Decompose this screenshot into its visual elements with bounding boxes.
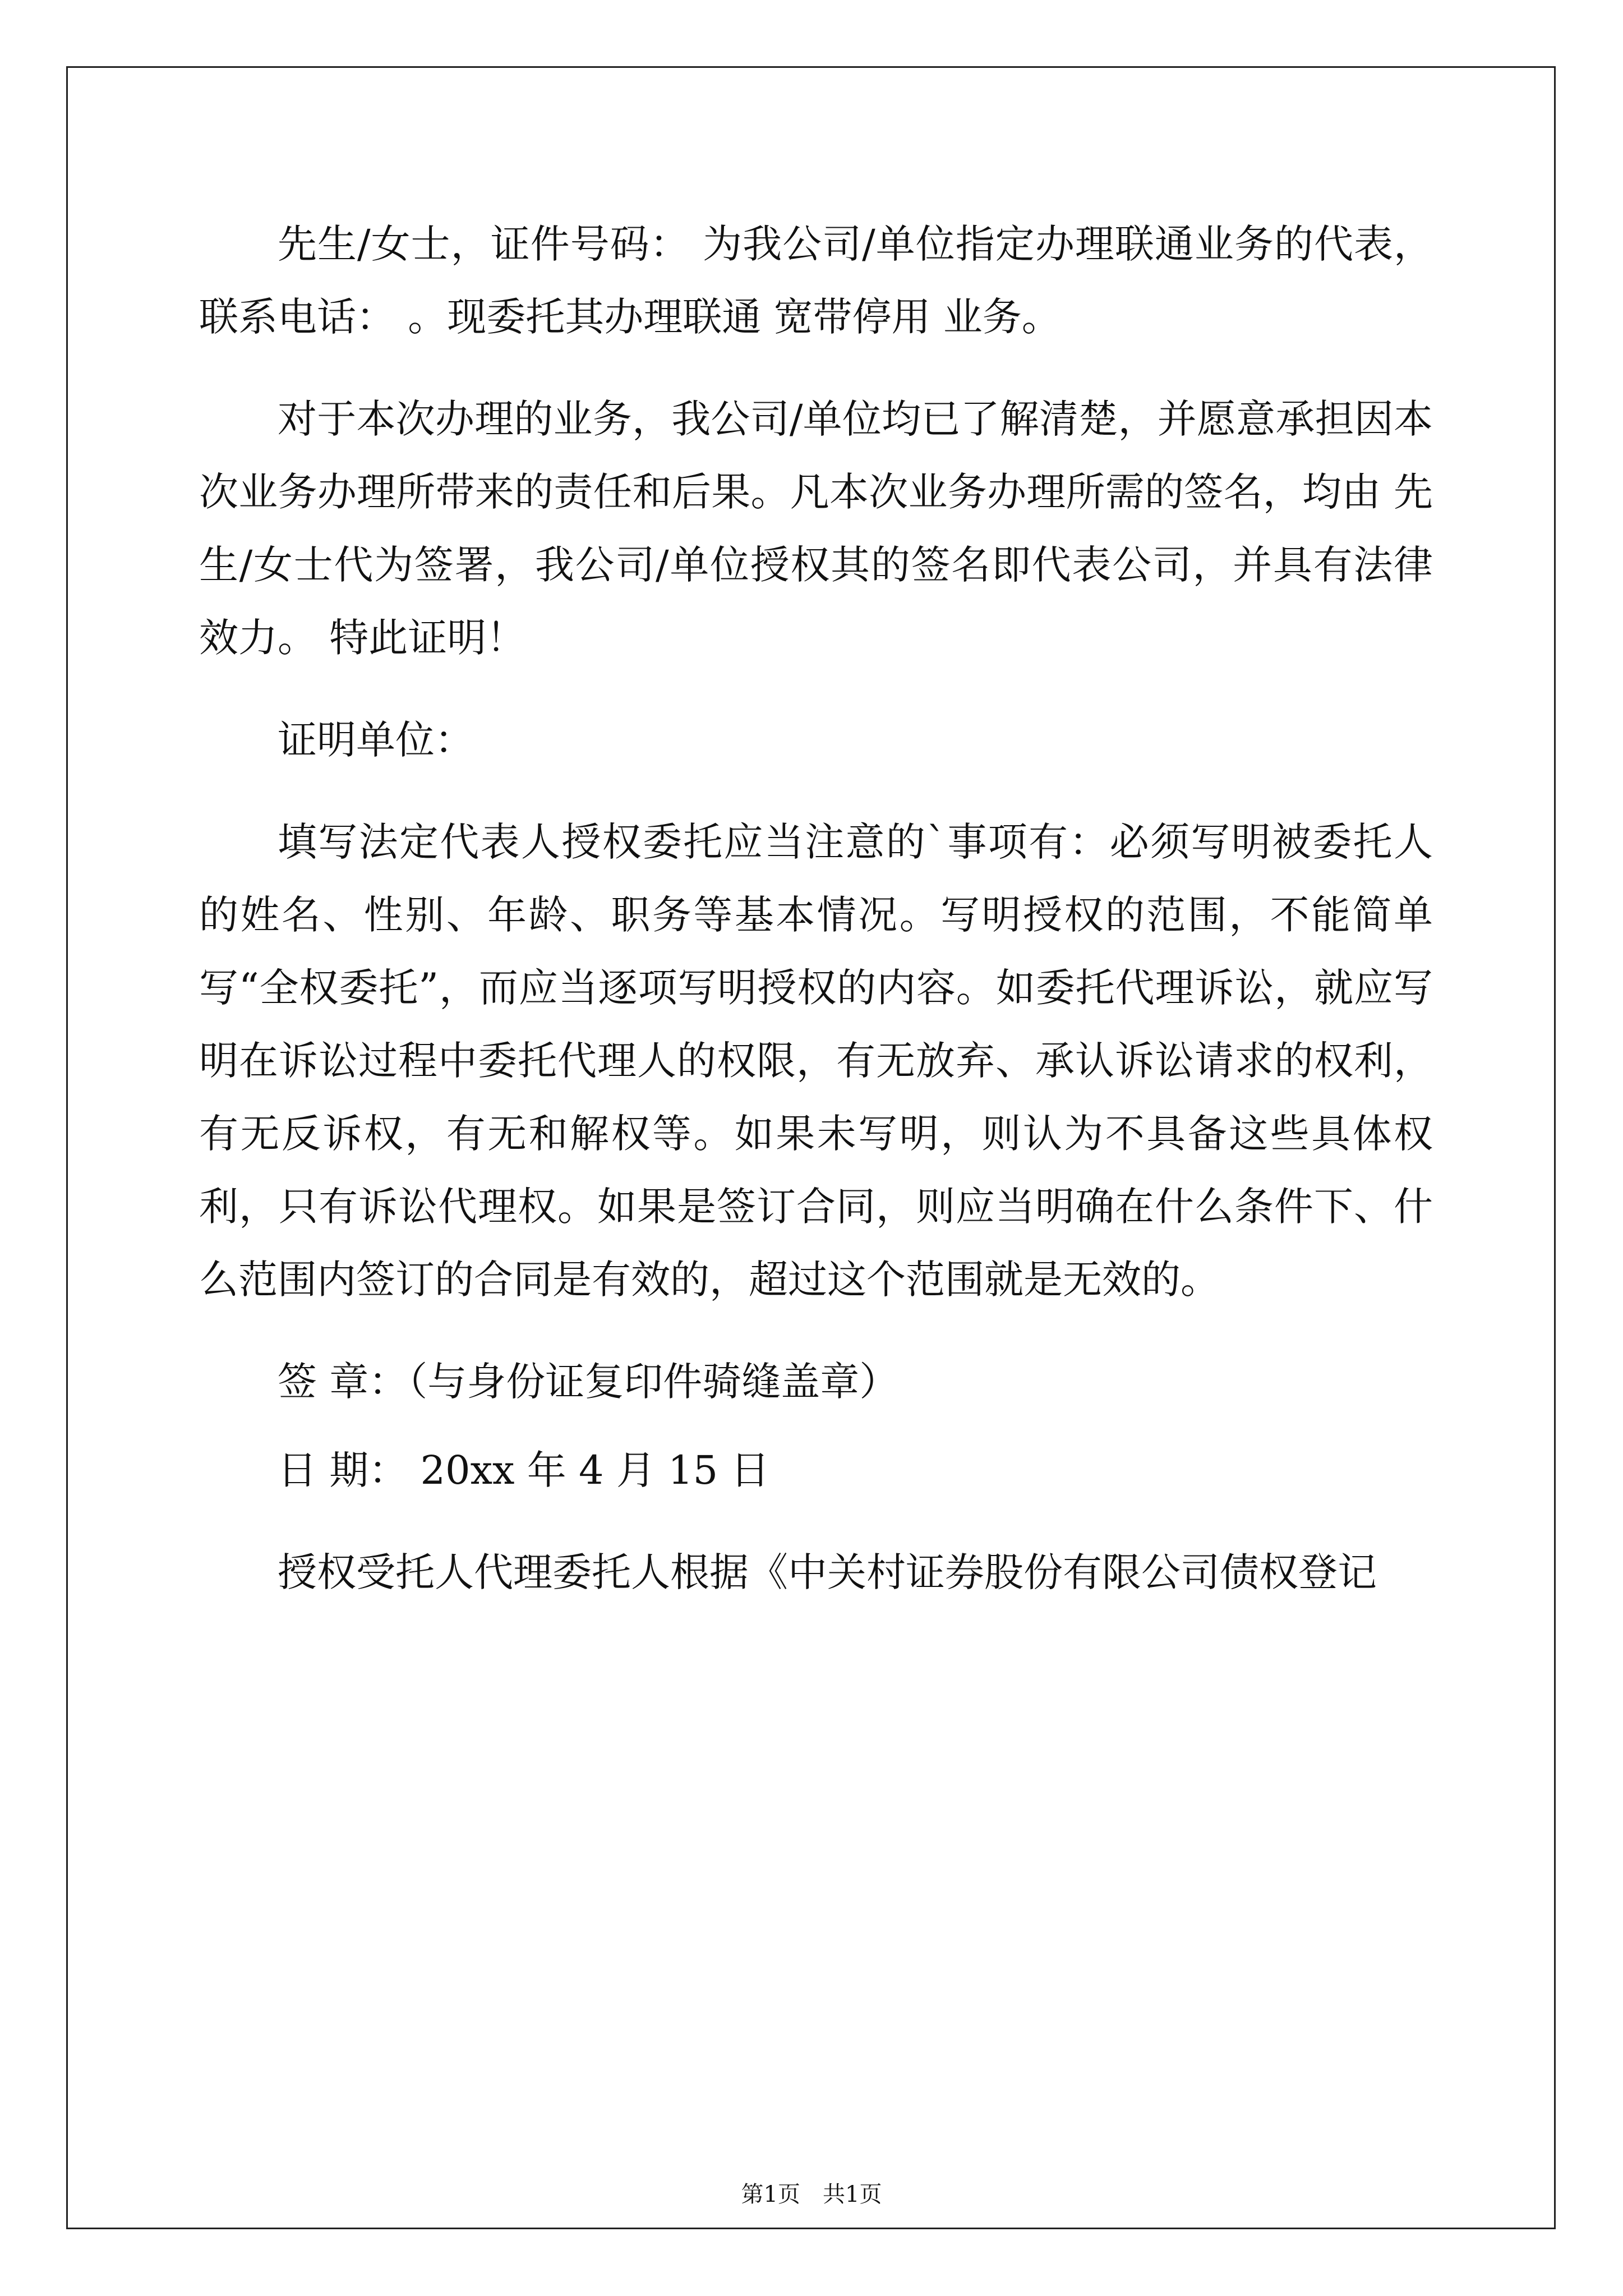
paragraph-authorization: 授权受托人代理委托人根据《中关村证券股份有限公司债权登记 [278, 1549, 1377, 1595]
paragraph-seal: 签 章：（与身份证复印件骑缝盖章） [278, 1359, 899, 1405]
paragraph-certifying-unit: 证明单位： [278, 717, 474, 763]
paragraph-responsibility: 对于本次办理的业务，我公司/单位均已了解清楚，并愿意承担因本次业务办理所带来的责任和后果。凡本次业务办理所需的签名，均由 先生/女士代为签署，我公司/单位授权其的签名即代表公司，并具有法律效力。 特此证明！ [199, 396, 1433, 661]
page-total: 共1页 [823, 2182, 882, 2207]
paragraph-representative: 先生/女士，证件号码： 为我公司/单位指定办理联通业务的代表，联系电话： 。现委托其办理联通 宽带停用 业务。 [199, 221, 1433, 340]
paragraph-date: 日 期： 20xx 年 4 月 15 日 [278, 1447, 770, 1493]
page-number: 第1页 [741, 2182, 800, 2207]
document-body [199, 208, 1433, 1638]
page-footer [0, 2177, 1623, 2208]
paragraph-notes: 填写法定代表人授权委托应当注意的`事项有：必须写明被委托人的姓名、性别、年龄、职务等基本情况。写明授权的范围，不能简单写“全权委托”，而应当逐项写明授权的内容。如委托代理诉讼，就应写明在诉讼过程中委托代理人的权限，有无放弃、承认诉讼请求的权利，有无反诉权，有无和解权等。如果未写明，则认为不具备这些具体权利，只有诉讼代理权。如果是签订合同，则应当明确在什么条件下、什么范围内签订的合同是有效的，超过这个范围就是无效的。 [199, 819, 1433, 1303]
